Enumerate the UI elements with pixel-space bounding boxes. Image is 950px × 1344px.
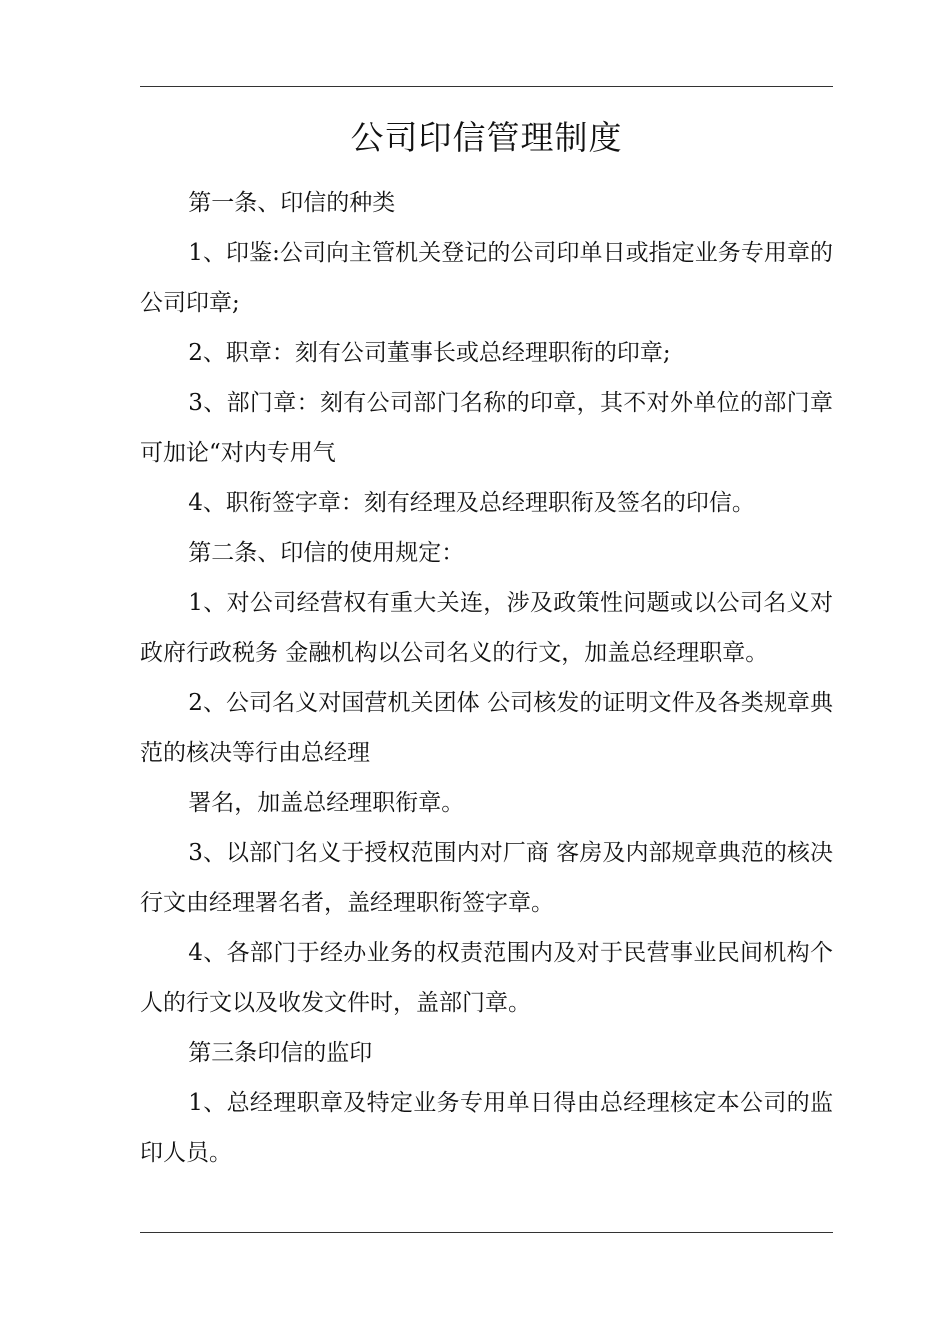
footer-rule (140, 1232, 833, 1233)
paragraph: 第三条印信的监印 (188, 1040, 373, 1066)
paragraph: 署名，加盖总经理职衔章。 (188, 790, 465, 816)
paragraph: 2、职章：刻有公司董事长或总经理职衔的印章; (188, 340, 671, 366)
paragraph: 1、印鉴:公司向主管机关登记的公司印单日或指定业务专用章的公司印章; (140, 240, 833, 316)
header-rule (140, 86, 833, 87)
paragraph: 1、总经理职章及特定业务专用单日得由总经理核定本公司的监印人员。 (140, 1090, 833, 1166)
paragraph: 第一条、印信的种类 (188, 190, 396, 216)
paragraph: 3、以部门名义于授权范围内对厂商 客房及内部规章典范的核决行文由经理署名者，盖经理职衔签字章。 (140, 840, 833, 916)
document-body (140, 178, 833, 1178)
paragraph: 第二条、印信的使用规定： (188, 540, 465, 566)
document-title: 公司印信管理制度 (350, 118, 623, 157)
paragraph: 4、各部门于经办业务的权责范围内及对于民营事业民间机构个人的行文以及收发文件时，盖部门章。 (140, 940, 833, 1016)
paragraph: 3、部门章：刻有公司部门名称的印章，其不对外单位的部门章可加论“对内专用气 (140, 390, 833, 466)
paragraph: 2、公司名义对国营机关团体 公司核发的证明文件及各类规章典范的核决等行由总经理 (140, 690, 833, 766)
paragraph: 4、职衔签字章：刻有经理及总经理职衔及签名的印信。 (188, 490, 755, 516)
paragraph: 1、对公司经营权有重大关连，涉及政策性问题或以公司名义对政府行政税务 金融机构以公司名义的行文，加盖总经理职章。 (140, 590, 833, 666)
